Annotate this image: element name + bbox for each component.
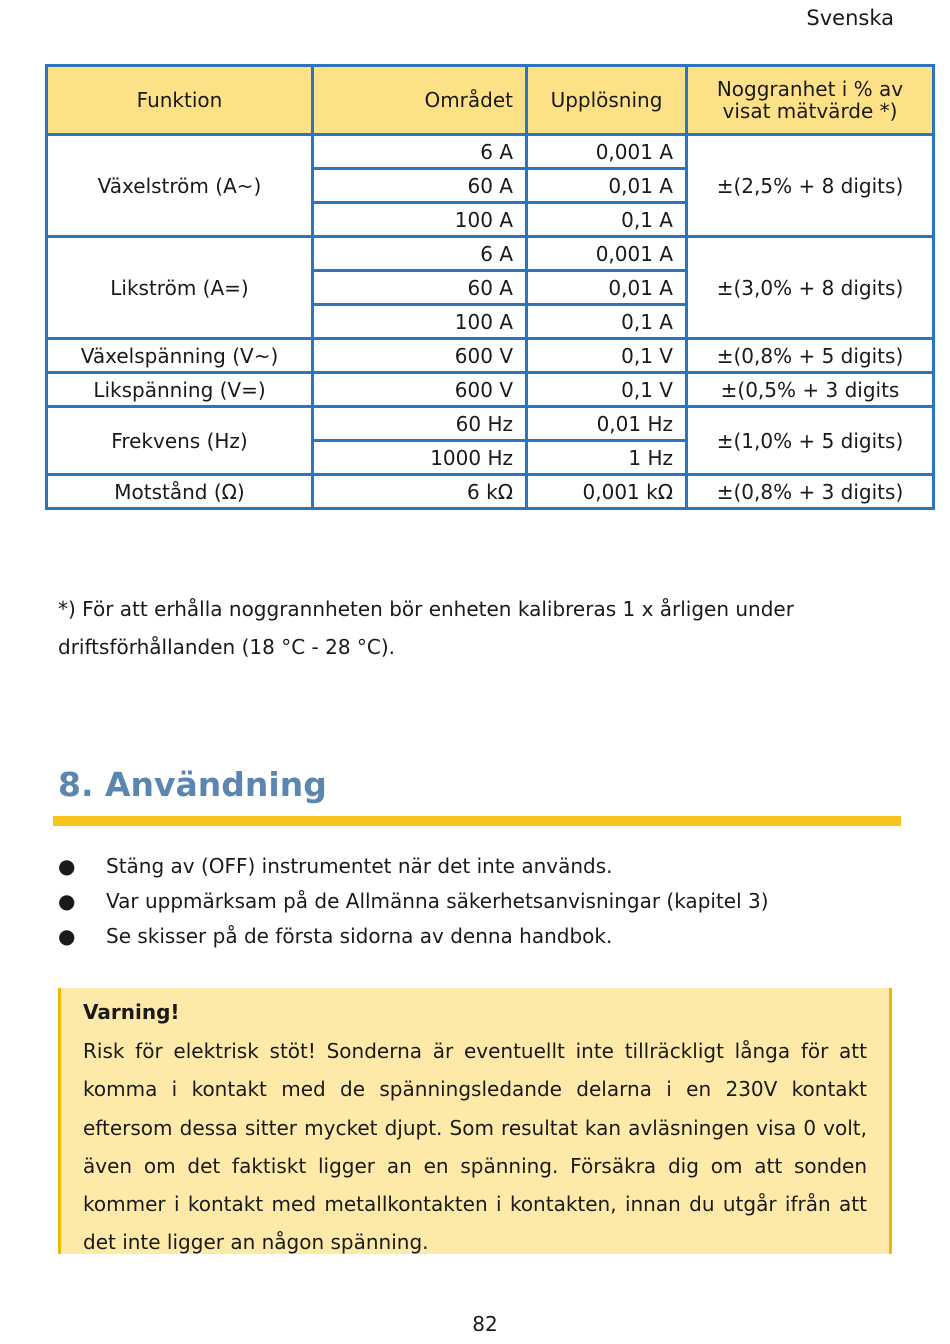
function-cell: Växelström (A~) (47, 135, 313, 237)
range-cell: 6 A (313, 237, 527, 271)
language-label: Svenska (806, 6, 894, 30)
table-row (47, 475, 934, 509)
specifications-table (45, 64, 935, 510)
range-cell: 100 A (313, 305, 527, 339)
function-cell: Växelspänning (V~) (47, 339, 313, 373)
resolution-cell: 0,1 V (527, 373, 687, 407)
list-item-text: Stäng av (OFF) instrumentet när det inte används. (106, 854, 613, 878)
accuracy-cell: ±(2,5% + 8 digits) (687, 135, 934, 237)
accuracy-cell: ±(0,8% + 3 digits) (687, 475, 934, 509)
warning-box (58, 988, 892, 1254)
function-cell: Motstånd (Ω) (47, 475, 313, 509)
header-range: Området (313, 66, 527, 135)
heading-divider (53, 816, 901, 826)
range-cell: 600 V (313, 339, 527, 373)
accuracy-cell: ±(0,8% + 5 digits) (687, 339, 934, 373)
table-header-row (47, 66, 934, 135)
bullet-icon: ● (58, 924, 76, 948)
resolution-cell: 0,001 kΩ (527, 475, 687, 509)
bullet-icon: ● (58, 854, 76, 878)
list-item-text: Var uppmärksam på de Allmänna säkerhetsanvisningar (kapitel 3) (106, 889, 769, 913)
section-heading: 8. Användning (58, 765, 327, 804)
range-cell: 60 A (313, 169, 527, 203)
resolution-cell: 0,01 Hz (527, 407, 687, 441)
function-cell: Frekvens (Hz) (47, 407, 313, 475)
function-cell: Likström (A=) (47, 237, 313, 339)
resolution-cell: 0,1 A (527, 203, 687, 237)
header-resolution: Upplösning (527, 66, 687, 135)
resolution-cell: 0,01 A (527, 271, 687, 305)
page-number: 82 (472, 1312, 498, 1336)
table-row (47, 407, 934, 441)
range-cell: 600 V (313, 373, 527, 407)
list-item (58, 919, 769, 954)
range-cell: 60 Hz (313, 407, 527, 441)
header-accuracy: Noggranhet i % av visat mätvärde *) (687, 66, 934, 135)
accuracy-cell: ±(1,0% + 5 digits) (687, 407, 934, 475)
warning-title: Varning! (83, 1000, 180, 1024)
resolution-cell: 1 Hz (527, 441, 687, 475)
range-cell: 100 A (313, 203, 527, 237)
resolution-cell: 0,1 A (527, 305, 687, 339)
resolution-cell: 0,1 V (527, 339, 687, 373)
accuracy-footnote: *) För att erhålla noggrannheten bör enheten kalibreras 1 x årligen under driftsförhållanden (18 °C - 28 °C). (58, 597, 794, 659)
resolution-cell: 0,001 A (527, 237, 687, 271)
resolution-cell: 0,01 A (527, 169, 687, 203)
range-cell: 60 A (313, 271, 527, 305)
list-item-text: Se skisser på de första sidorna av denna handbok. (106, 924, 613, 948)
accuracy-cell: ±(0,5% + 3 digits (687, 373, 934, 407)
function-cell: Likspänning (V=) (47, 373, 313, 407)
resolution-cell: 0,001 A (527, 135, 687, 169)
warning-text: Risk för elektrisk stöt! Sonderna är eventuellt inte tillräckligt långa för att komma i kontakt med de spänningsledande delarna i en 230V kontakt eftersom dessa sitter mycket djupt. Som resultat kan avläsningen visa 0 volt, även om det faktiskt ligger an en spänning. Försäkra dig om att sonden kommer i kontakt med metallkontakten i kontakten, innan du utgår ifrån att det inte ligger an någon spänning. (83, 1039, 867, 1255)
range-cell: 1000 Hz (313, 441, 527, 475)
table-row (47, 237, 934, 271)
list-item (58, 884, 769, 919)
usage-bullet-list (58, 849, 769, 954)
table-row (47, 339, 934, 373)
list-item (58, 849, 769, 884)
range-cell: 6 kΩ (313, 475, 527, 509)
table-row (47, 135, 934, 169)
range-cell: 6 A (313, 135, 527, 169)
header-function: Funktion (47, 66, 313, 135)
table-row (47, 373, 934, 407)
bullet-icon: ● (58, 889, 76, 913)
accuracy-cell: ±(3,0% + 8 digits) (687, 237, 934, 339)
